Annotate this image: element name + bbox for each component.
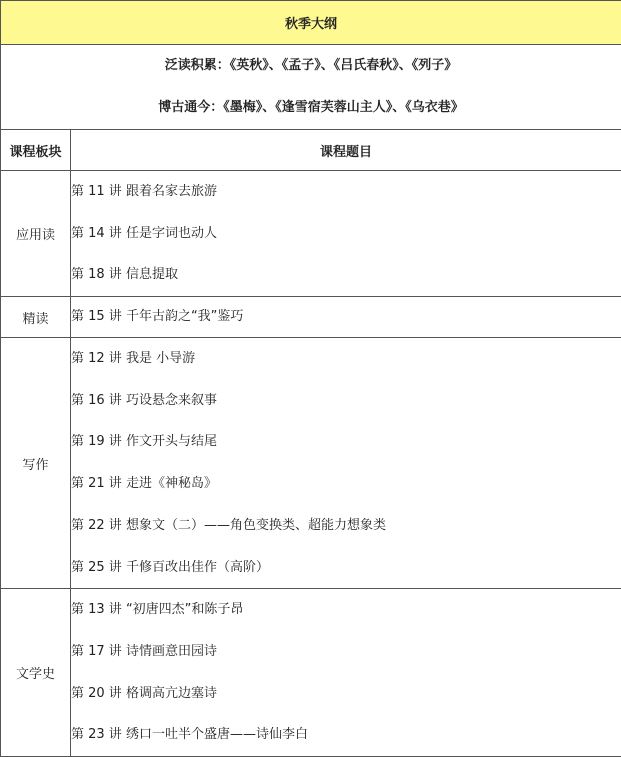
lesson-item: 第 20 讲 格调高亢边塞诗 [71,685,217,701]
reading-cell [1,45,621,130]
module-cell: 文学史 [1,589,71,757]
lesson-item: 第 11 讲 跟着名家去旅游 [71,184,217,199]
lesson-item: 第 17 讲 诗情画意田园诗 [71,643,217,659]
lesson-item: 第 25 讲 千修百改出佳作（高阶） [71,559,269,575]
lesson-item: 第 14 讲 任是字词也动人 [71,225,217,241]
lesson-item: 第 12 讲 我是 小导游 [71,351,196,367]
lesson-item: 第 23 讲 绣口一吐半个盛唐——诗仙李白 [71,727,308,743]
lessons-cell [71,297,621,338]
module-cell: 应用读 [1,171,71,297]
lesson-item: 第 13 讲 “初唐四杰”和陈子昂 [71,602,244,618]
header-module: 课程板块 [1,130,71,171]
module-cell: 精读 [1,297,71,338]
lesson-item: 第 16 讲 巧设悬念来叙事 [71,392,217,408]
lesson-item: 第 21 讲 走进《神秘岛》 [71,476,217,492]
section-row-close-reading [1,297,621,338]
page-title: 秋季大纲 [1,1,621,45]
header-topic: 课程题目 [71,130,621,171]
reading-row [1,45,621,130]
lesson-item: 第 18 讲 信息提取 [71,267,178,283]
reading-line-extensive: 泛读积累：《英秋》、《孟子》、《吕氏春秋》、《列子》 [164,58,458,73]
lesson-item: 第 19 讲 作文开头与结尾 [71,434,217,450]
lessons-cell [71,171,621,297]
section-row-applied-reading [1,171,621,297]
section-row-literary-history [1,589,621,757]
lessons-cell [71,338,621,589]
lessons-cell [71,589,621,757]
module-cell: 写作 [1,338,71,589]
reading-line-classics: 博古通今：《墨梅》、《逢雪宿芙蓉山主人》、《乌衣巷》 [158,100,464,115]
section-row-writing [1,338,621,589]
title-row [1,1,621,45]
lesson-item: 第 15 讲 千年古韵之“我”鉴巧 [71,309,244,325]
lesson-item: 第 22 讲 想象文（二）——角色变换类、超能力想象类 [71,517,386,533]
header-row [1,130,621,171]
